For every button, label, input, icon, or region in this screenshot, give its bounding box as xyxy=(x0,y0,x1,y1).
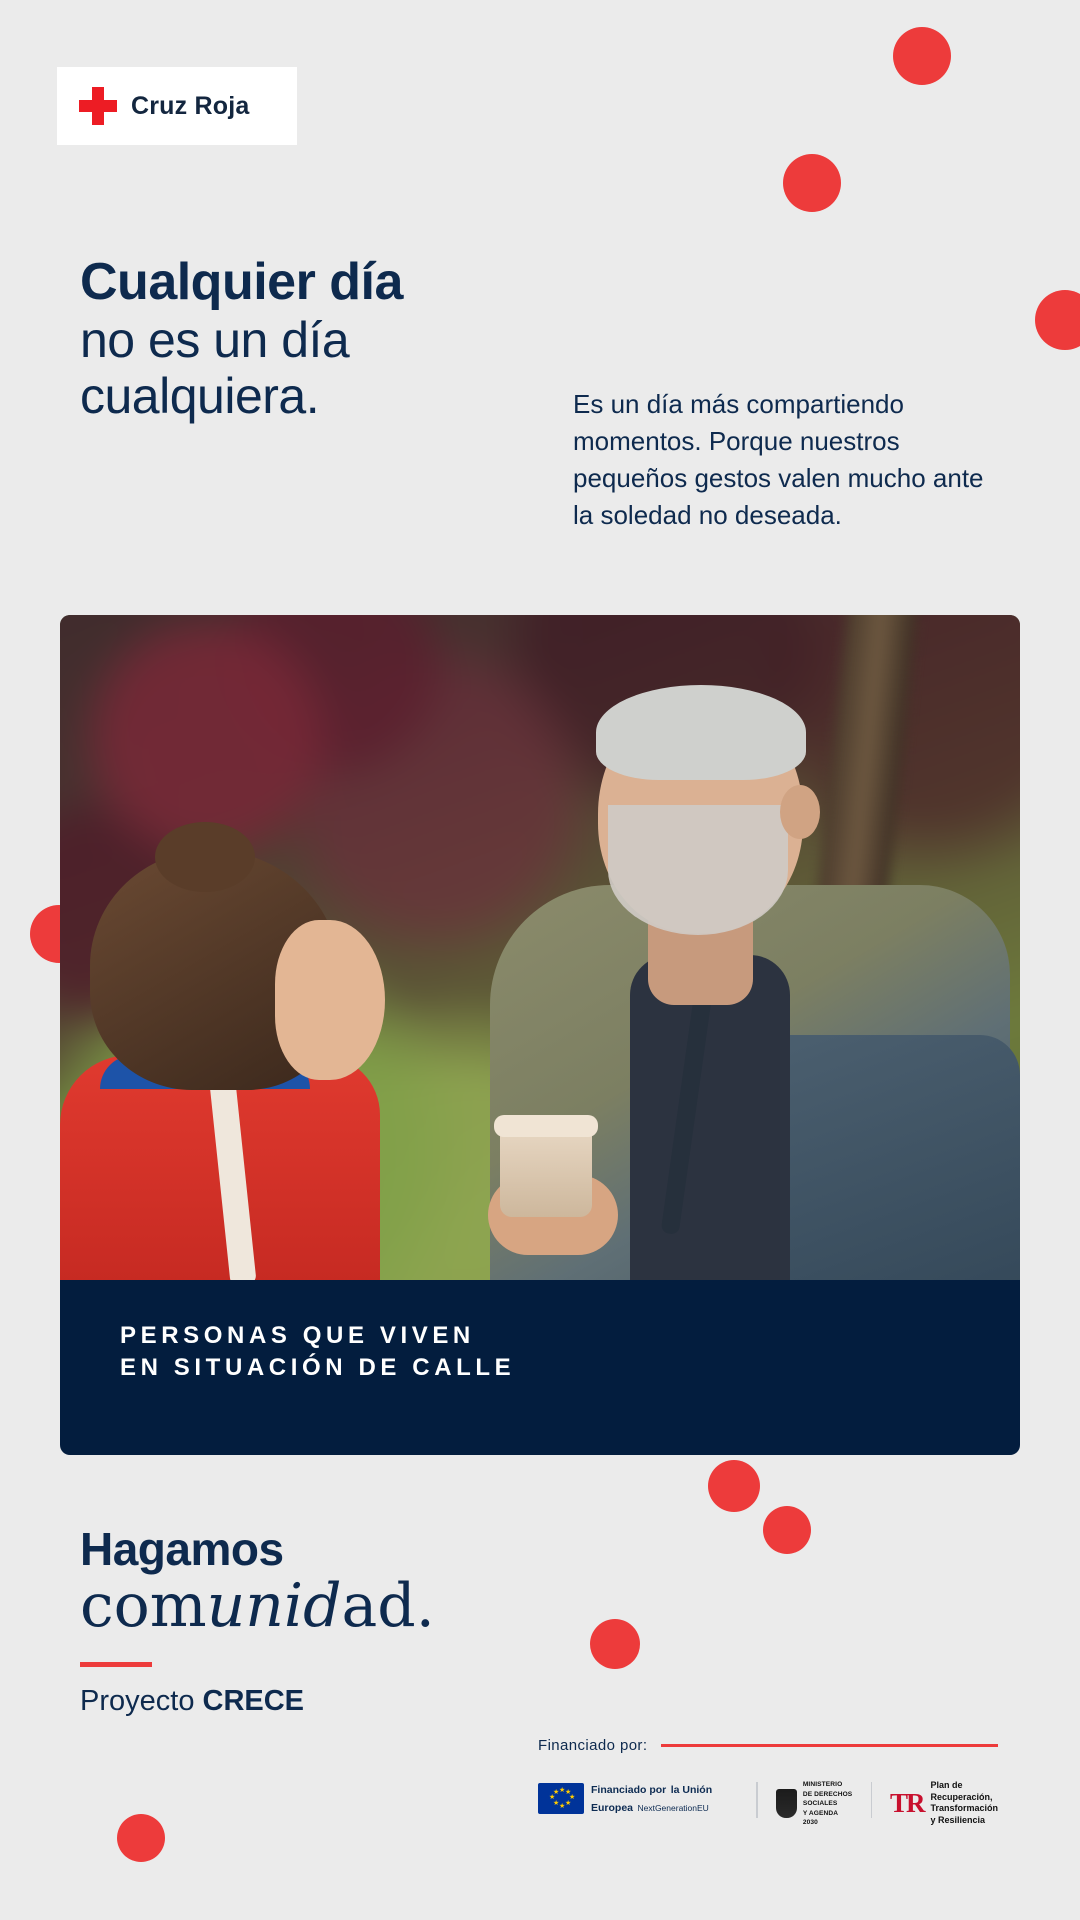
spain-coat-of-arms-icon xyxy=(776,1789,797,1818)
photo-caption-line-2: EN SITUACIÓN DE CALLE xyxy=(120,1353,516,1381)
photo-caption xyxy=(60,1280,1020,1455)
funding-label: Financiado por: xyxy=(538,1737,648,1754)
ministry-line-1: MINISTERIO xyxy=(802,1781,843,1788)
photo-young-woman xyxy=(60,850,390,1280)
eu-logo-text xyxy=(591,1780,738,1816)
photo-woman-face xyxy=(275,920,385,1080)
logo-separator xyxy=(871,1782,872,1818)
decorative-dot xyxy=(590,1619,640,1669)
ministry-logo xyxy=(776,1780,853,1828)
page-title xyxy=(80,253,403,423)
logo-separator xyxy=(756,1782,757,1818)
accent-rule xyxy=(80,1662,152,1667)
prtr-logo-text xyxy=(930,1780,998,1827)
funding-strip xyxy=(538,1737,998,1828)
closing-ad: ad. xyxy=(341,1571,435,1642)
headline-line-1: Cualquier día xyxy=(80,253,403,312)
funding-header xyxy=(538,1737,998,1754)
funding-logos xyxy=(538,1780,998,1828)
prtr-line-3: y Resiliencia xyxy=(930,1815,986,1826)
subcopy-text: Es un día más compartiendo momentos. Porque nuestros pequeños gestos valen mucho ante la soledad no deseada. xyxy=(573,389,984,530)
photo-caption-line-1: PERSONAS QUE VIVEN xyxy=(120,1322,475,1349)
ministry-line-2: DE DERECHOS SOCIALES xyxy=(802,1790,853,1808)
ministry-line-3: Y AGENDA 2030 xyxy=(802,1809,838,1827)
eu-flag-icon xyxy=(538,1783,584,1814)
photo-man-ear xyxy=(780,785,820,839)
photo-man-beard xyxy=(608,805,788,935)
project-name: CRECE xyxy=(202,1685,305,1718)
eu-line-2: la Unión Europea xyxy=(591,1784,713,1814)
eu-funding-logo xyxy=(538,1780,738,1816)
photo-image xyxy=(60,615,1020,1280)
photo-coffee-cup xyxy=(500,1125,592,1217)
project-label xyxy=(80,1685,435,1718)
decorative-dot xyxy=(783,154,841,212)
photo-card xyxy=(60,615,1020,1455)
closing-line-1: Hagamos xyxy=(80,1523,284,1575)
red-cross-icon xyxy=(79,87,117,125)
decorative-dot xyxy=(893,27,951,85)
prtr-line-1: Plan de Recuperación, xyxy=(930,1780,993,1802)
photo-woman-bun xyxy=(155,822,255,892)
closing-lockup xyxy=(80,1525,435,1718)
photo-man-hair xyxy=(596,685,806,780)
closing-unid: unid xyxy=(206,1571,342,1642)
logo-label: Cruz Roja xyxy=(131,91,250,120)
prtr-logo xyxy=(890,1780,998,1827)
ministry-logo-text xyxy=(803,1780,853,1828)
cruz-roja-logo xyxy=(57,67,297,145)
project-prefix: Proyecto xyxy=(80,1685,203,1718)
decorative-dot xyxy=(1035,290,1080,350)
closing-com: com xyxy=(80,1571,207,1642)
eu-line-1: Financiado por xyxy=(591,1784,667,1796)
decorative-dot xyxy=(117,1814,165,1862)
eu-line-3: NextGenerationEU xyxy=(637,1803,709,1813)
decorative-dot xyxy=(763,1506,811,1554)
prtr-line-2: Transformación xyxy=(930,1803,998,1814)
eu-stars: ★ ★ ★ ★ ★ ★ ★ ★ xyxy=(549,1786,576,1810)
headline-line-3: cualquiera. xyxy=(80,367,320,424)
prtr-mark-icon: TR xyxy=(889,1787,924,1818)
funding-divider-line xyxy=(661,1744,998,1747)
headline-line-2: no es un día xyxy=(80,311,350,368)
closing-line-2 xyxy=(80,1571,435,1642)
decorative-dot xyxy=(708,1460,760,1512)
